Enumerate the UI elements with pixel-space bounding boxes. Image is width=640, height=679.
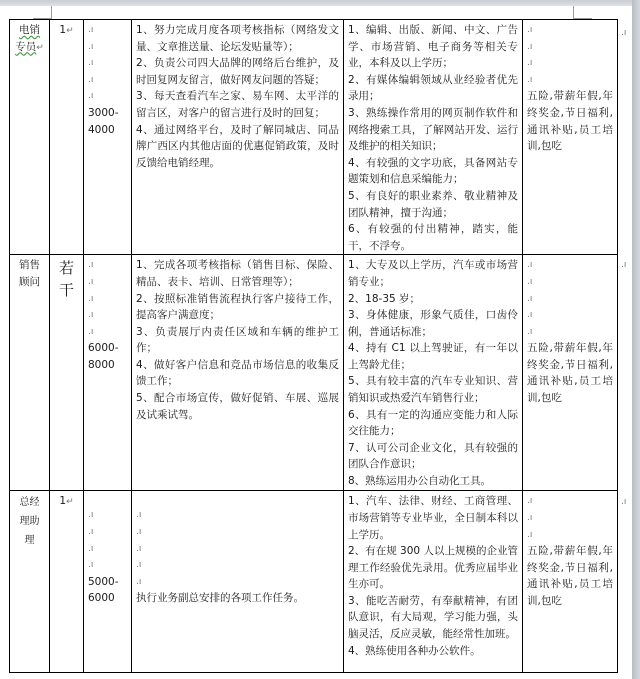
benefits-text: 五险,带薪年假,年终奖金,节日福利,通讯补贴,员工培训,包吃	[527, 545, 613, 607]
headcount-value: 若干	[58, 259, 74, 300]
salary-min: 3000-	[88, 106, 119, 119]
position-line: 顾问	[19, 275, 40, 288]
position-cell	[10, 491, 50, 673]
ruler-strip	[0, 0, 632, 6]
vertical-scrollbar[interactable]	[632, 0, 640, 679]
requirement-item: 4、熟练使用各种办公软件。	[348, 644, 481, 657]
duty-item: 4、通过网络平台，及时了解同城店、同品牌广西区内其他店面的优惠促销政策，及时反馈给电销经理。	[136, 123, 339, 169]
headcount-cell: 1↵	[50, 491, 84, 673]
page-corner-mark-right	[573, 6, 592, 19]
salary-max: 8000	[88, 358, 115, 371]
benefits-text: 五险,带薪年假,年终奖金,节日福利,通讯补贴,员工培训,包吃	[527, 342, 613, 405]
position-cell: 电销 专员↵	[10, 20, 50, 255]
table-row-sales-e-commerce	[10, 20, 618, 255]
salary-max: 4000	[88, 123, 115, 136]
requirement-item: 2、18-35 岁；	[348, 292, 421, 305]
duty-item: 1、完成各项考核指标（销售目标、保险、精品、表卡、培训、日常管理等）；	[136, 259, 339, 288]
position-line: 专员	[15, 40, 37, 53]
benefits-cell: .ı .ı .ı 五险,带薪年假,年终奖金,节日福利,通讯补贴,员工培训,包吃	[523, 491, 618, 673]
salary-max: 6000	[88, 592, 115, 605]
row-end-mark: .ı	[621, 28, 627, 38]
requirement-item: 2、有媒体编辑领域从业经验者优先录用；	[348, 73, 518, 103]
table-row-sales-consultant	[10, 255, 618, 491]
page-corner-mark-left	[33, 6, 52, 19]
salary-min: 5000-	[88, 575, 119, 588]
requirement-item: 3、身体健康，形象气质佳，口齿伶俐，普通话标准；	[348, 309, 518, 338]
requirement-item: 6、有较强的付出精神，踏实，能干，不浮夸。	[348, 223, 518, 252]
requirement-item: 8、熟练运用办公自动化工具。	[348, 475, 492, 488]
duty-item: 2、负责公司四大品牌的网络后台维护，及时回复网友留言，做好网友问题的答疑；	[136, 57, 339, 86]
duties-cell	[132, 255, 344, 491]
requirement-item: 3、熟练操作常用的网页制作软件和网络搜索工具，了解网站开发、运行及维护的相关知识；	[348, 106, 518, 153]
duty-item: 3、负责展厅内责任区域和车辆的维护工作；	[136, 325, 339, 355]
benefits-cell: .ı .ı .ı .ı .ı 五险,带薪年假,年终奖金,节日福利,通讯补贴,员工培训,包吃	[523, 255, 618, 491]
position-line: 理	[24, 535, 35, 547]
requirement-item: 7、认可公司企业文化，具有较强的团队合作意识；	[348, 441, 518, 471]
requirement-item: 1、汽车、法律、财经、工商管理、市场营销等专业毕业，全日制本科以上学历。	[348, 495, 518, 541]
requirements-cell	[344, 491, 523, 673]
duty-item: 执行业务副总安排的各项工作任务。	[136, 592, 304, 605]
table-row-gm-assistant	[10, 491, 618, 673]
job-posting-table	[9, 19, 618, 673]
duty-item: 1、努力完成月度各项考核指标（网络发文量、文章推送量、论坛发贴量等）；	[136, 24, 339, 53]
requirements-cell	[344, 20, 523, 255]
duties-cell: .ı .ı .ı .ı .ı 执行业务副总安排的各项工作任务。	[132, 491, 344, 673]
requirement-item: 1、编辑、出版、新闻、中文、广告学、市场营销、电子商务等相关专业，本科及以上学历；	[348, 24, 518, 70]
salary-cell: .ı .ı .ı .ı .ı 3000- 4000	[84, 20, 132, 255]
requirement-item: 4、有较强的文字功底，具备网站专题策划和信息采编能力；	[348, 156, 518, 186]
position-cell	[10, 255, 50, 491]
position-line: 电销	[19, 24, 40, 36]
duty-item: 4、做好客户信息和竞品市场信息的收集反馈工作；	[136, 358, 339, 388]
requirement-item: 6、具有一定的沟通应变能力和人际交往能力；	[348, 408, 518, 438]
requirement-item: 3、能吃苦耐劳，有奉献精神，有团队意识，有大局观，学习能力强，头脑灵活，反应灵敏，能经常性加班。	[348, 594, 518, 641]
duty-item: 5、配合市场宣传，做好促销、车展、巡展及试乘试驾。	[136, 392, 339, 421]
duty-item: 2、按照标准销售流程执行客户接待工作，提高客户满意度；	[136, 292, 339, 322]
duty-item: 3、每天查看汽车之家、易车网、太平洋的留言区，对客户的留言进行及时的回复；	[136, 90, 339, 119]
benefits-text: 五险,带薪年假,年终奖金,节日福利,通讯补贴,员工培训,包吃	[527, 90, 613, 153]
salary-cell: .ı .ı .ı .ı .ı 6000- 8000	[84, 255, 132, 491]
requirement-item: 5、有良好的职业素养、敬业精神及团队精神，擅于沟通；	[348, 189, 518, 219]
headcount-value: 1	[59, 24, 67, 36]
headcount-value: 1	[59, 495, 67, 508]
requirements-cell	[344, 255, 523, 491]
position-line: 销售	[19, 259, 40, 272]
requirement-item: 2、有在规 300 人以上规模的企业管理工作经验优先录用。优秀应届毕业生亦可。	[348, 545, 518, 591]
duties-cell	[132, 20, 344, 255]
benefits-cell: .ı .ı .ı .ı 五险,带薪年假,年终奖金,节日福利,通讯补贴,员工培训,包吃	[523, 20, 618, 255]
salary-min: 6000-	[88, 342, 119, 355]
position-line: 理助	[19, 516, 40, 528]
row-end-mark: .ı	[621, 260, 627, 270]
headcount-cell	[50, 255, 84, 491]
requirement-item: 4、持有 C1 以上驾驶证，有一年以上驾龄尤佳；	[348, 342, 518, 371]
row-end-mark: .ı	[621, 497, 627, 507]
requirement-item: 1、大专及以上学历，汽车或市场营销专业；	[348, 259, 518, 288]
salary-cell: .ı .ı .ı .ı 5000- 6000	[84, 491, 132, 673]
headcount-cell: 1↵	[50, 20, 84, 255]
position-line: 总经	[19, 497, 40, 509]
requirement-item: 5、具有较丰富的汽车专业知识、营销知识或热爱汽车销售行业；	[348, 375, 518, 405]
